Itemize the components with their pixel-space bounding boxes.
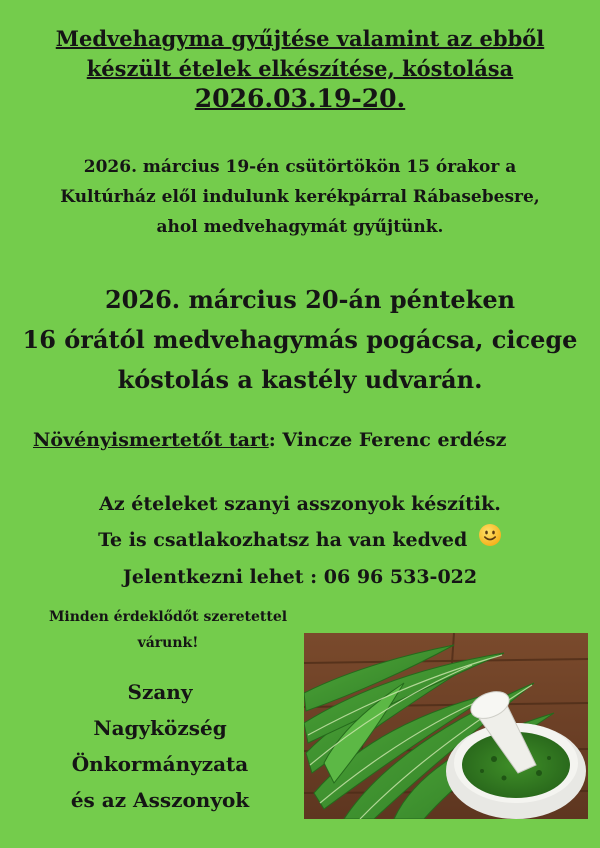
first-day-line: ahol medvehagymát gyűjtünk. [156,217,444,237]
organizer-line: és az Asszonyok [70,788,250,812]
plant-guide-line [33,429,506,451]
title-line-1: Medvehagyma gyűjtése valamint az ebből [55,26,545,51]
second-day-line: kóstolás a kastély udvarán. [117,365,483,394]
organizer-line: Önkormányzata [71,752,249,776]
info-line [0,522,600,559]
second-day-line: 2026. március 20-án pénteken [104,285,516,314]
event-title [0,24,600,114]
info-paragraph [0,486,600,595]
first-day-line: Kultúrház elől indulunk kerékpárral Rábasebesre, [60,187,540,207]
second-day-line: 16 órától medvehagymás pogácsa, cicege [22,325,578,354]
info-line: Az ételeket szanyi asszonyok készítik. [99,493,501,515]
second-day-paragraph [0,280,600,400]
organizer-line: Szany [127,680,193,704]
first-day-line: 2026. március 19-én csütörtökön 15 órakor a [83,157,517,177]
wild-garlic-photo [304,633,588,819]
first-day-paragraph [0,152,600,242]
welcome-line: Minden érdeklődőt szeretettel [48,609,288,625]
title-line-2: készült ételek elkészítése, kóstolása [86,56,514,81]
organizer-block [40,674,280,818]
smiley-emoji-icon [478,523,502,559]
welcome-line: várunk! [137,635,199,651]
phone-line: Jelentkezni lehet : 06 96 533-022 [122,566,478,588]
plant-guide-name: : Vincze Ferenc erdész [268,429,507,451]
plant-guide-label: Növényismertetőt tart [33,429,269,451]
welcome-text [18,604,318,656]
organizer-line: Nagyközség [93,716,227,740]
info-line-text: Te is csatlakozhatsz ha van kedved [98,529,468,551]
event-date: 2026.03.19-20. [194,84,406,113]
